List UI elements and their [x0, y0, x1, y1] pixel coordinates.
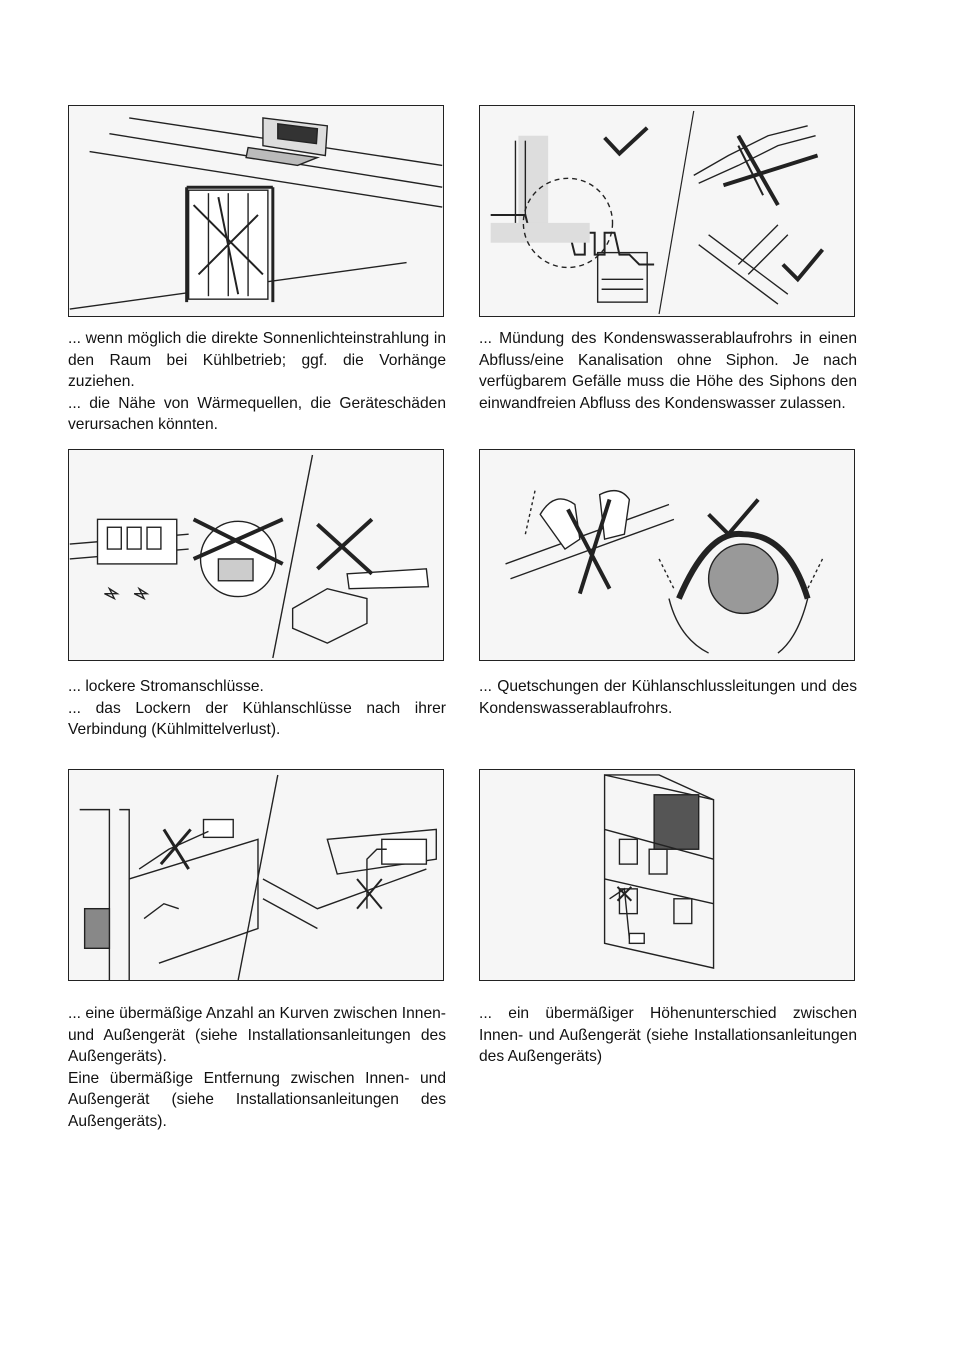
caption-text: ... eine übermäßige Anzahl an Kurven zwischen Innen- und Außengerät (siehe Installationsanleitungen des Außengeräts). — [68, 1005, 446, 1065]
pipes-drawing — [480, 450, 854, 660]
caption-text: ... die Nähe von Wärmequellen, die Geräteschäden verursachen könnten. — [68, 394, 446, 433]
sunlight-window-drawing — [69, 106, 443, 316]
caption-text: ... Quetschungen der Kühlanschlussleitungen und des Kondenswasserablaufrohrs. — [479, 678, 857, 717]
connections-drawing — [69, 450, 443, 660]
caption-siphon — [479, 328, 857, 414]
caption-text: ... das Lockern der Kühlanschlüsse nach ihrer Verbindung (Kühlmittelverlust). — [68, 699, 446, 738]
illustration-curves — [68, 769, 444, 981]
caption-text: ... wenn möglich die direkte Sonnenlichteinstrahlung in den Raum bei Kühlbetrieb; ggf. die Vorhänge zuziehen. — [68, 330, 446, 390]
caption-text: ... lockere Stromanschlüsse. — [68, 678, 264, 695]
illustration-pipes — [479, 449, 855, 661]
illustration-sunlight — [68, 105, 444, 317]
curves-drawing — [69, 770, 443, 980]
caption-curves — [68, 1003, 446, 1132]
illustration-connections — [68, 449, 444, 661]
caption-pipes — [479, 676, 857, 719]
caption-sunlight — [68, 328, 446, 436]
caption-height — [479, 1003, 857, 1068]
siphon-drawing — [480, 106, 854, 316]
illustration-height — [479, 769, 855, 981]
caption-text: ... Mündung des Kondenswasserablaufrohrs in einen Abfluss/eine Kanalisation ohne Siphon. Je nach verfügbarem Gefälle muss die Höhe des Siphons den einwandfreien Abfluss des Kondenswasser zulassen. — [479, 330, 857, 412]
illustration-siphon — [479, 105, 855, 317]
height-drawing — [480, 770, 854, 980]
caption-text: Eine übermäßige Entfernung zwischen Innen- und Außengerät (siehe Installationsanleitungen des Außengeräts). — [68, 1069, 446, 1130]
caption-text: ... ein übermäßiger Höhenunterschied zwischen Innen- und Außengerät (siehe Installationsanleitungen des Außengeräts) — [479, 1005, 857, 1065]
caption-connections — [68, 676, 446, 741]
